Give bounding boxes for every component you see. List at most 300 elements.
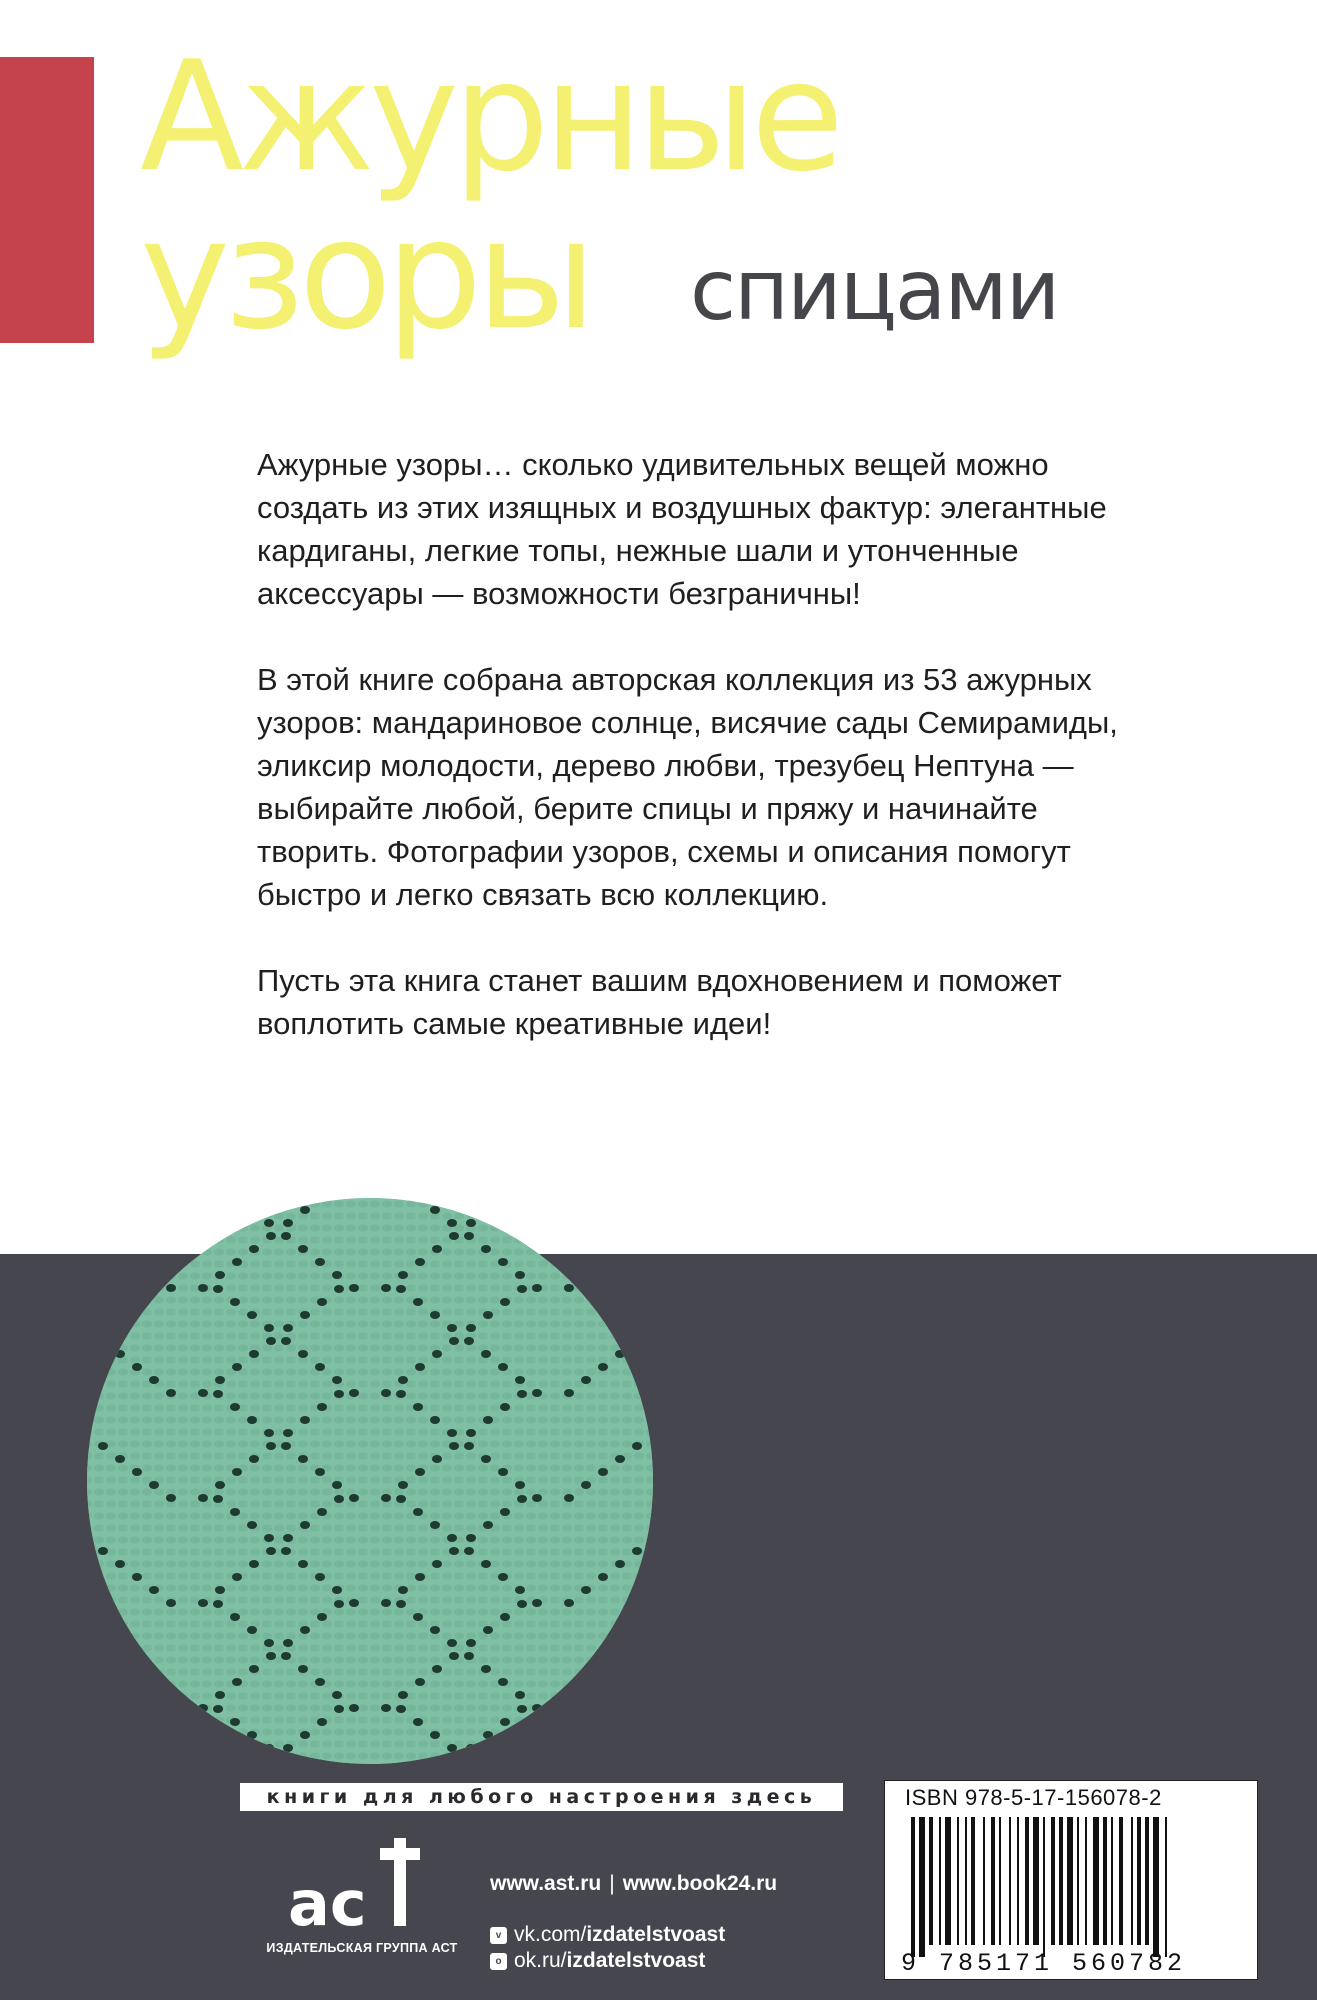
knit-stitch xyxy=(382,1249,392,1256)
knit-stitch xyxy=(550,1645,560,1652)
knit-stitch xyxy=(418,1417,428,1424)
knit-stitch xyxy=(346,1525,356,1532)
knit-stitch xyxy=(478,1261,488,1268)
knit-stitch xyxy=(286,1393,296,1400)
knit-eyelet xyxy=(215,1691,225,1699)
knit-stitch xyxy=(87,1225,92,1232)
knit-stitch xyxy=(478,1273,488,1280)
knit-stitch xyxy=(142,1201,152,1208)
knit-stitch xyxy=(514,1681,524,1688)
knit-eyelet xyxy=(264,1534,274,1542)
knit-stitch xyxy=(334,1753,344,1760)
knit-stitch xyxy=(274,1369,284,1376)
knit-stitch xyxy=(562,1465,572,1472)
knit-stitch xyxy=(370,1753,380,1760)
knit-stitch xyxy=(190,1549,200,1556)
knit-stitch xyxy=(442,1705,452,1712)
knit-stitch xyxy=(94,1489,104,1496)
knit-stitch xyxy=(130,1549,140,1556)
knit-stitch xyxy=(574,1369,584,1376)
knit-stitch xyxy=(538,1525,548,1532)
knit-stitch xyxy=(274,1729,284,1736)
knit-eyelet xyxy=(198,1494,208,1502)
knit-eyelet xyxy=(213,1600,223,1608)
knit-stitch xyxy=(598,1453,608,1460)
knit-stitch xyxy=(238,1441,248,1448)
knit-eyelet xyxy=(481,1665,491,1673)
knit-eyelet xyxy=(483,1521,493,1529)
knit-stitch xyxy=(334,1345,344,1352)
knit-stitch xyxy=(154,1237,164,1244)
knit-stitch xyxy=(106,1525,116,1532)
knit-stitch xyxy=(538,1537,548,1544)
knit-stitch xyxy=(430,1705,440,1712)
knit-stitch xyxy=(538,1609,548,1616)
knit-stitch xyxy=(178,1465,188,1472)
knit-stitch xyxy=(178,1213,188,1220)
knit-stitch xyxy=(334,1333,344,1340)
knit-eyelet xyxy=(317,1403,327,1411)
knit-stitch xyxy=(430,1393,440,1400)
knit-eyelet xyxy=(198,1599,208,1607)
knit-stitch xyxy=(310,1645,320,1652)
knit-eyelet xyxy=(264,1639,274,1647)
barcode-bar xyxy=(1059,1817,1063,1945)
knit-stitch xyxy=(310,1357,320,1364)
knit-stitch xyxy=(466,1393,476,1400)
knit-stitch xyxy=(274,1417,284,1424)
knit-eyelet xyxy=(317,1508,327,1516)
knit-eyelet xyxy=(349,1389,359,1397)
knit-eyelet xyxy=(247,1416,257,1424)
knit-stitch xyxy=(598,1237,608,1244)
knit-stitch xyxy=(250,1573,260,1580)
ast-logo xyxy=(260,1830,460,1942)
knit-stitch xyxy=(118,1585,128,1592)
knit-stitch xyxy=(406,1741,416,1748)
knit-stitch xyxy=(514,1513,524,1520)
knit-eyelet xyxy=(300,1626,310,1634)
knit-stitch xyxy=(142,1633,152,1640)
knit-stitch xyxy=(442,1417,452,1424)
knit-stitch xyxy=(490,1621,500,1628)
knit-stitch xyxy=(118,1381,128,1388)
knit-stitch xyxy=(274,1525,284,1532)
knit-stitch xyxy=(586,1369,596,1376)
knit-stitch xyxy=(478,1297,488,1304)
knit-eyelet xyxy=(500,1298,510,1306)
knit-stitch xyxy=(310,1345,320,1352)
book24-website-link[interactable]: www.book24.ru xyxy=(622,1872,778,1895)
knit-stitch xyxy=(430,1261,440,1268)
knit-stitch xyxy=(142,1369,152,1376)
knit-stitch xyxy=(526,1357,536,1364)
knit-stitch xyxy=(250,1501,260,1508)
knit-stitch xyxy=(298,1717,308,1724)
knit-stitch xyxy=(394,1753,404,1760)
knit-stitch xyxy=(322,1453,332,1460)
knit-stitch xyxy=(358,1609,368,1616)
knit-stitch xyxy=(610,1525,620,1532)
knit-stitch xyxy=(262,1273,272,1280)
knit-stitch xyxy=(394,1561,404,1568)
description-paragraph-1: Ажурные узоры… сколько удивительных вещей можно создать из этих изящных и воздушных фактур: элегантные кардиганы, легкие топы, нежные шали и утонченные аксессуары — возможности безграничны! xyxy=(257,447,1107,611)
knit-stitch xyxy=(622,1393,632,1400)
knit-stitch xyxy=(358,1297,368,1304)
knit-stitch xyxy=(214,1297,224,1304)
knit-stitch xyxy=(94,1225,104,1232)
knit-stitch xyxy=(118,1429,128,1436)
knit-stitch xyxy=(298,1261,308,1268)
knit-stitch xyxy=(118,1609,128,1616)
knit-eyelet xyxy=(298,1560,308,1568)
knit-stitch xyxy=(274,1621,284,1628)
knit-stitch xyxy=(562,1417,572,1424)
knit-stitch xyxy=(562,1669,572,1676)
knit-stitch xyxy=(466,1249,476,1256)
knit-stitch xyxy=(346,1549,356,1556)
knit-stitch xyxy=(274,1501,284,1508)
knit-stitch xyxy=(550,1237,560,1244)
knit-stitch xyxy=(130,1441,140,1448)
knit-stitch xyxy=(310,1309,320,1316)
knit-stitch xyxy=(526,1297,536,1304)
knit-eyelet xyxy=(249,1560,259,1568)
knit-eyelet xyxy=(230,1613,240,1621)
knit-stitch xyxy=(490,1429,500,1436)
knit-stitch xyxy=(430,1465,440,1472)
knit-stitch xyxy=(586,1537,596,1544)
knit-stitch xyxy=(562,1237,572,1244)
knit-eyelet xyxy=(332,1271,342,1279)
knit-stitch xyxy=(550,1537,560,1544)
knit-stitch xyxy=(202,1525,212,1532)
knit-stitch xyxy=(226,1525,236,1532)
knit-stitch xyxy=(250,1645,260,1652)
knit-stitch xyxy=(382,1657,392,1664)
knit-stitch xyxy=(274,1645,284,1652)
knit-stitch xyxy=(142,1549,152,1556)
knit-stitch xyxy=(346,1537,356,1544)
knit-stitch xyxy=(310,1633,320,1640)
knit-stitch xyxy=(622,1549,632,1556)
knit-stitch xyxy=(298,1501,308,1508)
knit-stitch xyxy=(586,1573,596,1580)
knit-stitch xyxy=(250,1705,260,1712)
book-description xyxy=(257,443,1237,1088)
knit-stitch xyxy=(178,1573,188,1580)
knit-stitch xyxy=(358,1441,368,1448)
knit-stitch xyxy=(358,1417,368,1424)
knit-eyelet xyxy=(87,1219,91,1227)
knit-stitch xyxy=(238,1333,248,1340)
knit-eyelet xyxy=(98,1442,108,1450)
knit-stitch xyxy=(370,1645,380,1652)
barcode-bar xyxy=(1025,1817,1029,1945)
knit-stitch xyxy=(154,1597,164,1604)
knit-stitch xyxy=(538,1669,548,1676)
knit-eyelet xyxy=(132,1573,142,1581)
knit-stitch xyxy=(406,1429,416,1436)
knit-stitch xyxy=(118,1525,128,1532)
knit-stitch xyxy=(514,1465,524,1472)
knit-stitch xyxy=(514,1453,524,1460)
knit-stitch xyxy=(406,1213,416,1220)
knit-stitch xyxy=(502,1645,512,1652)
knit-stitch xyxy=(142,1321,152,1328)
knit-stitch xyxy=(622,1585,632,1592)
knit-stitch xyxy=(394,1261,404,1268)
knit-stitch xyxy=(382,1357,392,1364)
knit-stitch xyxy=(490,1369,500,1376)
knit-stitch xyxy=(502,1693,512,1700)
knit-stitch xyxy=(87,1201,92,1208)
knit-stitch xyxy=(370,1297,380,1304)
knit-eyelet xyxy=(483,1626,493,1634)
knit-eyelet xyxy=(281,1652,291,1660)
knit-stitch xyxy=(634,1453,644,1460)
knit-stitch xyxy=(370,1573,380,1580)
knit-stitch xyxy=(478,1333,488,1340)
knit-stitch xyxy=(586,1621,596,1628)
knit-stitch xyxy=(502,1393,512,1400)
knit-stitch xyxy=(346,1261,356,1268)
knit-stitch xyxy=(574,1573,584,1580)
knit-stitch xyxy=(418,1393,428,1400)
knit-stitch xyxy=(130,1333,140,1340)
knit-stitch xyxy=(382,1609,392,1616)
knit-stitch xyxy=(514,1297,524,1304)
knit-eyelet xyxy=(515,1271,525,1279)
knit-stitch xyxy=(406,1369,416,1376)
knit-stitch xyxy=(394,1717,404,1724)
knit-stitch xyxy=(226,1693,236,1700)
knit-stitch xyxy=(226,1309,236,1316)
knit-stitch xyxy=(130,1417,140,1424)
knit-stitch xyxy=(358,1249,368,1256)
knit-stitch xyxy=(142,1525,152,1532)
knit-stitch xyxy=(370,1309,380,1316)
knit-stitch xyxy=(226,1633,236,1640)
knit-eyelet xyxy=(249,1350,259,1358)
knit-eyelet xyxy=(266,1337,276,1345)
knit-stitch xyxy=(418,1201,428,1208)
knit-stitch xyxy=(178,1405,188,1412)
knit-stitch xyxy=(418,1489,428,1496)
knit-stitch xyxy=(94,1429,104,1436)
knit-stitch xyxy=(310,1501,320,1508)
knit-stitch xyxy=(142,1513,152,1520)
knit-stitch xyxy=(178,1285,188,1292)
knit-stitch xyxy=(334,1657,344,1664)
knit-stitch xyxy=(286,1273,296,1280)
knit-stitch xyxy=(394,1525,404,1532)
knit-stitch xyxy=(298,1477,308,1484)
knit-stitch xyxy=(538,1201,548,1208)
barcode-bar xyxy=(1103,1817,1107,1945)
knit-stitch xyxy=(202,1633,212,1640)
knit-stitch xyxy=(562,1453,572,1460)
knit-stitch xyxy=(286,1561,296,1568)
publisher-name: ИЗДАТЕЛЬСКАЯ ГРУППА АСТ xyxy=(266,1941,458,1955)
knit-stitch xyxy=(166,1441,176,1448)
knit-stitch xyxy=(526,1309,536,1316)
knit-stitch xyxy=(298,1573,308,1580)
knit-eyelet xyxy=(447,1219,457,1227)
knit-stitch xyxy=(550,1525,560,1532)
knit-stitch xyxy=(370,1585,380,1592)
knit-stitch xyxy=(358,1657,368,1664)
knit-stitch xyxy=(190,1417,200,1424)
knit-stitch xyxy=(370,1501,380,1508)
title-line-1: Ажурные xyxy=(140,28,839,205)
logo-cross-shape xyxy=(380,1838,420,1926)
knit-stitch xyxy=(598,1393,608,1400)
knit-stitch xyxy=(538,1621,548,1628)
knit-stitch xyxy=(490,1537,500,1544)
knit-eyelet xyxy=(481,1350,491,1358)
knit-stitch xyxy=(394,1321,404,1328)
knit-stitch xyxy=(418,1345,428,1352)
knit-stitch xyxy=(490,1717,500,1724)
knit-stitch xyxy=(574,1441,584,1448)
ok-link-row[interactable] xyxy=(490,1948,777,1974)
knit-stitch xyxy=(310,1249,320,1256)
knit-stitch xyxy=(430,1321,440,1328)
knit-stitch xyxy=(166,1381,176,1388)
knit-stitch xyxy=(322,1429,332,1436)
knit-stitch xyxy=(166,1513,176,1520)
knit-stitch xyxy=(334,1405,344,1412)
knit-stitch xyxy=(130,1201,140,1208)
knit-stitch xyxy=(298,1429,308,1436)
knit-stitch xyxy=(550,1381,560,1388)
knit-stitch xyxy=(166,1573,176,1580)
knit-stitch xyxy=(466,1357,476,1364)
knit-stitch xyxy=(538,1225,548,1232)
knit-stitch xyxy=(346,1729,356,1736)
knit-stitch xyxy=(214,1633,224,1640)
barcode-bar xyxy=(945,1817,951,1945)
knit-eyelet xyxy=(315,1678,325,1686)
knit-stitch xyxy=(262,1609,272,1616)
knit-stitch xyxy=(442,1465,452,1472)
knit-eyelet xyxy=(249,1455,259,1463)
knit-stitch xyxy=(298,1705,308,1712)
knit-stitch xyxy=(466,1729,476,1736)
knit-stitch xyxy=(154,1465,164,1472)
knit-stitch xyxy=(214,1237,224,1244)
knit-stitch xyxy=(310,1621,320,1628)
knit-stitch xyxy=(370,1477,380,1484)
knit-stitch xyxy=(238,1309,248,1316)
knit-stitch xyxy=(514,1213,524,1220)
knit-stitch xyxy=(178,1345,188,1352)
knit-stitch xyxy=(202,1405,212,1412)
knit-stitch xyxy=(250,1285,260,1292)
knit-stitch xyxy=(190,1261,200,1268)
knit-stitch xyxy=(178,1681,188,1688)
knit-stitch xyxy=(154,1633,164,1640)
knit-stitch xyxy=(190,1321,200,1328)
knit-stitch xyxy=(430,1573,440,1580)
knit-stitch xyxy=(382,1321,392,1328)
knit-stitch xyxy=(286,1489,296,1496)
knit-stitch xyxy=(214,1201,224,1208)
knit-stitch xyxy=(382,1345,392,1352)
knit-stitch xyxy=(106,1573,116,1580)
knit-stitch xyxy=(142,1453,152,1460)
knit-stitch xyxy=(178,1201,188,1208)
knit-eyelet xyxy=(432,1245,442,1253)
knit-stitch xyxy=(430,1717,440,1724)
knit-stitch xyxy=(538,1261,548,1268)
knit-stitch xyxy=(526,1513,536,1520)
ok-icon: o xyxy=(490,1953,507,1970)
vk-link-row[interactable] xyxy=(490,1922,777,1948)
knit-stitch xyxy=(370,1657,380,1664)
knit-stitch xyxy=(250,1681,260,1688)
knit-stitch xyxy=(406,1525,416,1532)
knit-stitch xyxy=(634,1201,644,1208)
knit-stitch xyxy=(550,1417,560,1424)
knit-eyelet xyxy=(315,1258,325,1266)
knit-stitch xyxy=(334,1681,344,1688)
ast-website-link[interactable]: www.ast.ru xyxy=(490,1872,602,1895)
knit-stitch xyxy=(190,1645,200,1652)
knit-stitch xyxy=(466,1285,476,1292)
knit-stitch xyxy=(418,1429,428,1436)
barcode-bar xyxy=(1165,1817,1167,1957)
knit-stitch xyxy=(490,1357,500,1364)
knit-stitch xyxy=(478,1201,488,1208)
knit-stitch xyxy=(358,1261,368,1268)
knit-stitch xyxy=(454,1273,464,1280)
knit-stitch xyxy=(442,1513,452,1520)
knit-stitch xyxy=(310,1453,320,1460)
knit-stitch xyxy=(526,1681,536,1688)
knit-stitch xyxy=(262,1477,272,1484)
knit-stitch xyxy=(478,1549,488,1556)
knit-stitch xyxy=(274,1381,284,1388)
knit-stitch xyxy=(274,1705,284,1712)
barcode-box xyxy=(884,1780,1258,1980)
knit-stitch xyxy=(346,1429,356,1436)
knit-stitch xyxy=(202,1657,212,1664)
knit-stitch xyxy=(418,1585,428,1592)
knit-stitch xyxy=(118,1501,128,1508)
knit-stitch xyxy=(334,1537,344,1544)
knit-stitch xyxy=(262,1453,272,1460)
knit-stitch xyxy=(346,1249,356,1256)
knit-stitch xyxy=(394,1645,404,1652)
knit-stitch xyxy=(274,1297,284,1304)
knit-stitch xyxy=(178,1333,188,1340)
knit-stitch xyxy=(202,1693,212,1700)
knit-stitch xyxy=(142,1333,152,1340)
knit-stitch xyxy=(262,1585,272,1592)
knit-stitch xyxy=(454,1297,464,1304)
knit-stitch xyxy=(394,1453,404,1460)
knit-stitch xyxy=(238,1537,248,1544)
knit-eyelet xyxy=(230,1508,240,1516)
knit-stitch xyxy=(418,1333,428,1340)
knit-stitch xyxy=(202,1477,212,1484)
knit-stitch xyxy=(106,1417,116,1424)
knit-stitch xyxy=(394,1213,404,1220)
knit-stitch xyxy=(442,1309,452,1316)
knit-stitch xyxy=(586,1333,596,1340)
